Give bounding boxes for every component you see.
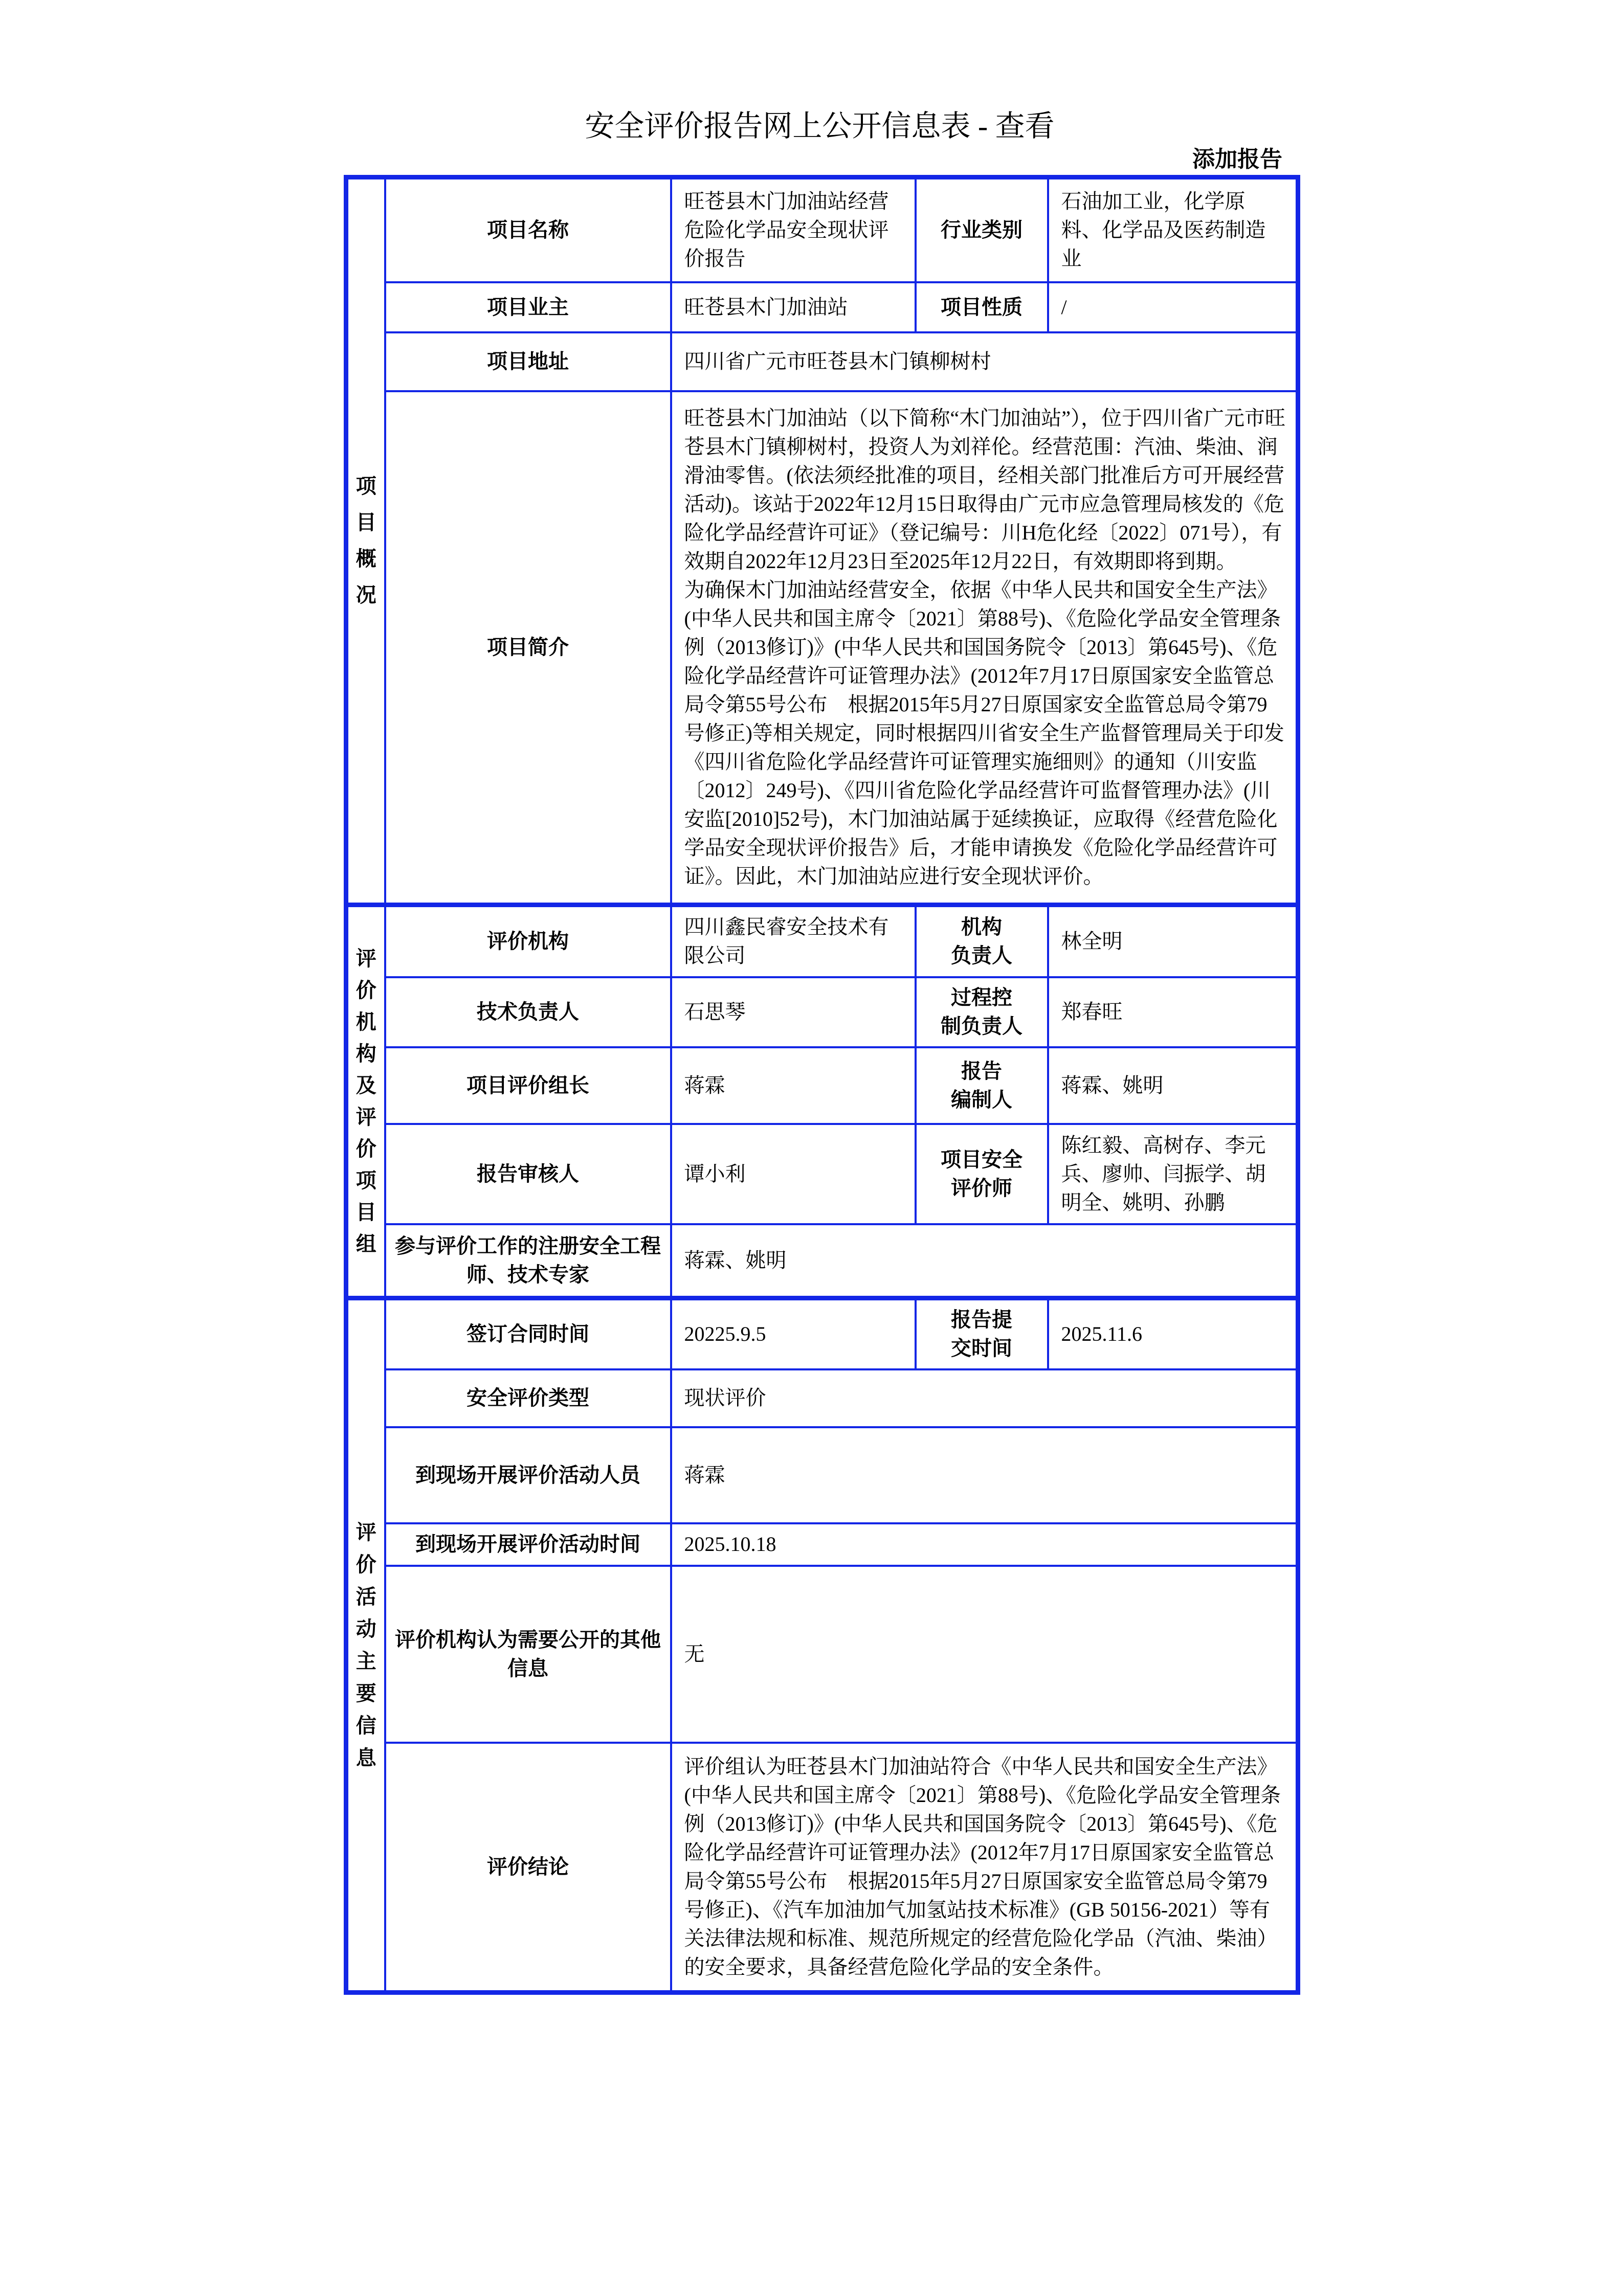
- table-row: [346, 282, 1298, 332]
- contract-date-label: 签订合同时间: [385, 1298, 671, 1369]
- evaluation-org-label: 评价机构: [385, 905, 671, 977]
- industry-label: 行业类别: [916, 177, 1048, 282]
- industry-value: 石油加工业，化学原料、化学品及医药制造业: [1048, 177, 1298, 282]
- tech-head-label: 技术负责人: [385, 977, 671, 1047]
- table-row: [346, 391, 1298, 905]
- project-name-label: 项目名称: [385, 177, 671, 282]
- onsite-staff-label: 到现场开展评价活动人员: [385, 1427, 671, 1523]
- registered-engineers-label: 参与评价工作的注册安全工程师、技术专家: [385, 1224, 671, 1298]
- nature-value: /: [1048, 282, 1298, 332]
- team-leader-label: 项目评价组长: [385, 1047, 671, 1124]
- table-row: [346, 905, 1298, 977]
- intro-value: 旺苍县木门加油站（以下简称“木门加油站”），位于四川省广元市旺苍县木门镇柳树村，投资人为刘祥伦。经营范围：汽油、柴油、润滑油零售。(依法须经批准的项目，经相关部门批准后方可开展经营活动)。该站于2022年12月15日取得由广元市应急管理局核发的《危险化学品经营许可证》（登记编号：川H危化经〔2022〕071号），有效期自2022年12月23日至2025年12月22日，有效期即将到期。 为确保木门加油站经营安全，依据《中华人民共和国安全生产法》(中华人民共和国主席令〔2021〕第88号)、《危险化学品安全管理条例（2013修订)》(中华人民共和国国务院令〔2013〕第645号)、《危险化学品经营许可证管理办法》(2012年7月17日原国家安全监管总局令第55号公布 根据2015年5月27日原国家安全监管总局令第79号修正)等相关规定，同时根据四川省安全生产监督管理局关于印发《四川省危险化学品经营许可证管理实施细则》的通知（川安监〔2012〕249号)、《四川省危险化学品经营许可监督管理办法》(川安监[2010]52号)，木门加油站属于延续换证，应取得《经营危险化学品安全现状评价报告》后，才能申请换发《危险化学品经营许可证》。因此，木门加油站应进行安全现状评价。: [671, 391, 1298, 905]
- table-row: [346, 1224, 1298, 1298]
- project-name-value: 旺苍县木门加油站经营危险化学品安全现状评价报告: [671, 177, 916, 282]
- section-label-evaluation-team: 评价机构及评价项目组: [346, 905, 385, 1298]
- table-row: [346, 1427, 1298, 1523]
- contract-date-value: 20225.9.5: [671, 1298, 916, 1369]
- address-label: 项目地址: [385, 332, 671, 391]
- add-report-button[interactable]: 添加报告: [1192, 147, 1282, 172]
- table-row: [346, 1523, 1298, 1566]
- table-row: [346, 332, 1298, 391]
- onsite-date-value: 2025.10.18: [671, 1523, 1298, 1566]
- table-row: [346, 1743, 1298, 1993]
- address-value: 四川省广元市旺苍县木门镇柳树村: [671, 332, 1298, 391]
- org-head-value: 林全明: [1048, 905, 1298, 977]
- process-head-value: 郑春旺: [1048, 977, 1298, 1047]
- process-head-label: 过程控 制负责人: [916, 977, 1048, 1047]
- tech-head-value: 石思琴: [671, 977, 916, 1047]
- other-info-value: 无: [671, 1566, 1298, 1743]
- report-submit-date-label: 报告提 交时间: [916, 1298, 1048, 1369]
- page-title: 安全评价报告网上公开信息表 - 查看: [585, 109, 1055, 143]
- team-leader-value: 蒋霖: [671, 1047, 916, 1124]
- table-row: [346, 1047, 1298, 1124]
- safety-assessors-value: 陈红毅、高树存、李元兵、廖帅、闫振学、胡明全、姚明、孙鹏: [1048, 1124, 1298, 1224]
- other-info-label: 评价机构认为需要公开的其他信息: [385, 1566, 671, 1743]
- evaluation-org-value: 四川鑫民睿安全技术有限公司: [671, 905, 916, 977]
- intro-label: 项目简介: [385, 391, 671, 905]
- report-writers-value: 蒋霖、姚明: [1048, 1047, 1298, 1124]
- eval-type-label: 安全评价类型: [385, 1369, 671, 1427]
- safety-assessors-label: 项目安全 评价师: [916, 1124, 1048, 1224]
- report-reviewer-label: 报告审核人: [385, 1124, 671, 1224]
- table-row: [346, 1298, 1298, 1369]
- owner-label: 项目业主: [385, 282, 671, 332]
- report-submit-date-value: 2025.11.6: [1048, 1298, 1298, 1369]
- conclusion-value: 评价组认为旺苍县木门加油站符合《中华人民共和国安全生产法》(中华人民共和国主席令〔2021〕第88号)、《危险化学品安全管理条例（2013修订)》(中华人民共和国国务院令〔2013〕第645号)、《危险化学品经营许可证管理办法》(2012年7月17日原国家安全监管总局令第55号公布 根据2015年5月27日原国家安全监管总局令第79号修正)、《汽车加油加气加氢站技术标准》(GB 50156-2021）等有关法律法规和标准、规范所规定的经营危险化学品（汽油、柴油）的安全要求，具备经营危险化学品的安全条件。: [671, 1743, 1298, 1993]
- onsite-date-label: 到现场开展评价活动时间: [385, 1523, 671, 1566]
- section-label-project-overview: 项目概况: [346, 177, 385, 905]
- table-row: [346, 1566, 1298, 1743]
- table-row: [346, 1124, 1298, 1224]
- onsite-staff-value: 蒋霖: [671, 1427, 1298, 1523]
- nature-label: 项目性质: [916, 282, 1048, 332]
- report-reviewer-value: 谭小利: [671, 1124, 916, 1224]
- table-row: [346, 177, 1298, 282]
- org-head-label: 机构 负责人: [916, 905, 1048, 977]
- table-row: [346, 977, 1298, 1047]
- report-writers-label: 报告 编制人: [916, 1047, 1048, 1124]
- registered-engineers-value: 蒋霖、姚明: [671, 1224, 1298, 1298]
- owner-value: 旺苍县木门加油站: [671, 282, 916, 332]
- section-label-evaluation-activity: 评价活动主要信息: [346, 1298, 385, 1993]
- conclusion-label: 评价结论: [385, 1743, 671, 1993]
- table-row: [346, 1369, 1298, 1427]
- eval-type-value: 现状评价: [671, 1369, 1298, 1427]
- report-info-table: [344, 175, 1300, 1995]
